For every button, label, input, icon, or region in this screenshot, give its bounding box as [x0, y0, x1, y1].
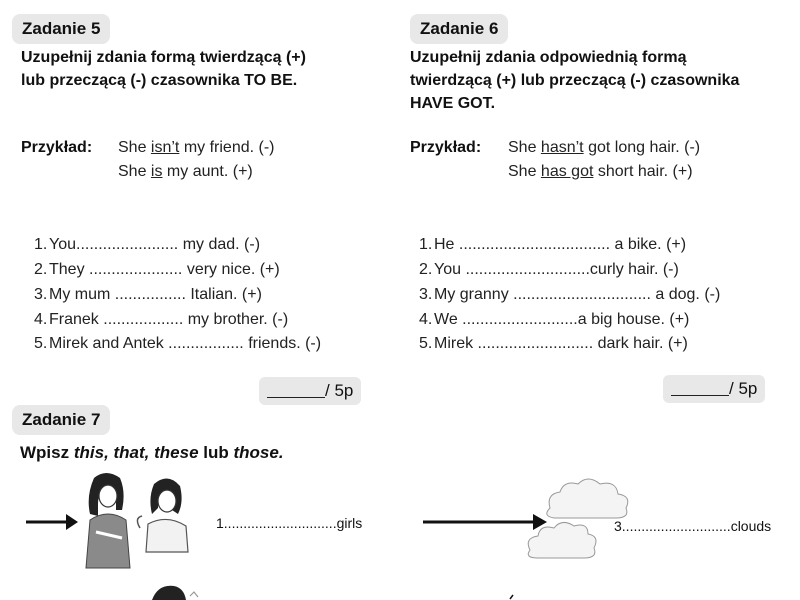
task5-instruction	[21, 46, 306, 92]
task6-example-label: Przykład:	[410, 139, 482, 156]
task5-instruction-line1: Uzupełnij zdania formą twierdzącą (+)	[21, 49, 306, 66]
list-item[interactable]: 2. You ............................curly hair. (-)	[419, 261, 679, 278]
task6-example2: She has got short hair. (+)	[508, 163, 693, 180]
task5-instruction-line2: lub przeczącą (-) czasownika TO BE.	[21, 72, 298, 89]
task6-score-box[interactable]	[663, 375, 765, 403]
score-blank[interactable]	[671, 381, 729, 396]
task6-score-label: / 5p	[729, 379, 758, 398]
list-item[interactable]: 3. My granny ............................... a dog. (-)	[419, 286, 721, 303]
task6-instruction-line3: HAVE GOT.	[410, 95, 496, 112]
task7-line-1[interactable]: 1.............................girls	[216, 515, 363, 531]
girls-illustration	[76, 470, 206, 570]
task5-badge: Zadanie 5	[12, 14, 110, 44]
list-item[interactable]: 2. They ..................... very nice. (+)	[34, 261, 280, 278]
task5-example-label: Przykład:	[21, 139, 93, 156]
task7-line-3[interactable]: 3............................clouds	[614, 518, 772, 534]
list-item[interactable]: 5. Mirek and Antek ................. friends. (-)	[34, 335, 322, 352]
task6-instruction-line1: Uzupełnij zdania odpowiednią formą	[410, 49, 687, 66]
task5-example2: She is my aunt. (+)	[118, 163, 253, 180]
task5-score-label: / 5p	[325, 381, 354, 400]
list-item[interactable]: 5. Mirek .......................... dark hair. (+)	[419, 335, 688, 352]
list-item[interactable]: 4. We ..........................a big house. (+)	[419, 311, 690, 328]
list-item[interactable]: 3. My mum ................ Italian. (+)	[34, 286, 262, 303]
task5-examples	[118, 136, 275, 184]
arrow-partial-icon	[508, 594, 518, 600]
task5-items	[34, 236, 394, 366]
task6-instruction	[410, 46, 739, 115]
list-item[interactable]: 4. Franek .................. my brother. (-)	[34, 311, 289, 328]
list-item[interactable]: 1. You....................... my dad. (-)	[34, 236, 261, 253]
task6-instruction-line2: twierdzącą (+) lub przeczącą (-) czasownika	[410, 72, 740, 89]
task5-example1: She isn’t my friend. (-)	[118, 139, 275, 156]
task6-badge: Zadanie 6	[410, 14, 508, 44]
task6-examples	[508, 136, 700, 184]
task6-items	[419, 236, 789, 366]
task5-score-box[interactable]	[259, 377, 361, 405]
arrow-right-icon	[24, 511, 80, 533]
score-blank[interactable]	[267, 383, 325, 398]
task7-badge: Zadanie 7	[12, 405, 110, 435]
task7-instruction: Wpisz this, that, these lub those.	[20, 443, 284, 462]
list-item[interactable]: 1. He .................................. a bike. (+)	[419, 236, 687, 253]
task6-example1: She hasn’t got long hair. (-)	[508, 139, 701, 156]
girl-illustration-partial	[148, 584, 204, 600]
